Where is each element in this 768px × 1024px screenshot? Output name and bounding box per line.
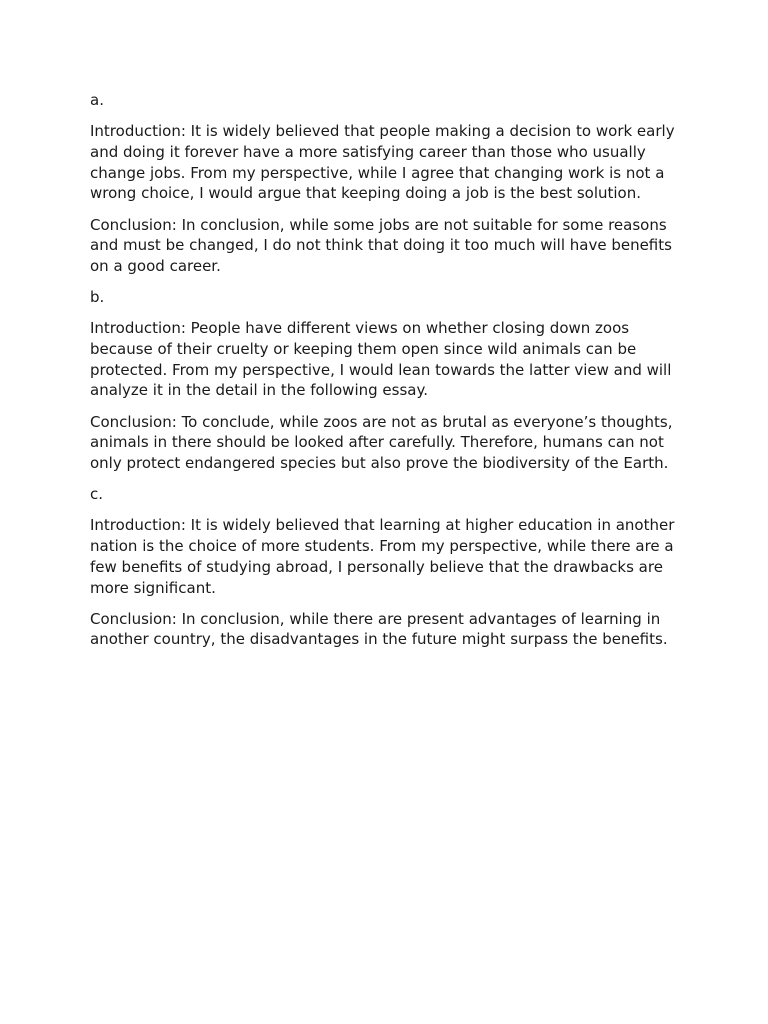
conclusion-paragraph: Conclusion: In conclusion, while there are present advantages of learning in another country, the disadvantages in the future might surpass the benefits. <box>90 609 668 649</box>
section-label: a. <box>90 91 104 109</box>
conclusion-paragraph: Conclusion: In conclusion, while some jobs are not suitable for some reasons and must be changed, I do not think that doing it too much will have benefits on a good career. <box>90 215 672 275</box>
conclusion-paragraph: Conclusion: To conclude, while zoos are not as brutal as everyone’s thoughts, animals in there should be looked after carefully. Therefore, humans can not only protect endangered species but also prove the biodiversity of the Earth. <box>90 412 673 473</box>
section-label: b. <box>90 288 105 307</box>
introduction-paragraph: Introduction: People have different views on whether closing down zoos because of their cruelty or keeping them open since wild animals can be protected. From my perspective, I would lean towards the latter view and will analyze it in the detail in the following essay. <box>90 319 672 400</box>
section-a <box>90 90 690 277</box>
section-b <box>90 287 690 474</box>
introduction-paragraph: Introduction: It is widely believed that people making a decision to work early and doing it forever have a more satisfying career than those who usually change jobs. From my perspective, while I agree that changing work is not a wrong choice, I would argue that keeping doing a job is the best solution. <box>90 122 675 203</box>
introduction-paragraph: Introduction: It is widely believed that learning at higher education in another nation is the choice of more students. From my perspective, while there are a few benefits of studying abroad, I personally believe that the drawbacks are more significant. <box>90 516 675 597</box>
section-label: c. <box>90 485 104 504</box>
document-page <box>90 90 690 661</box>
section-c <box>90 484 690 650</box>
